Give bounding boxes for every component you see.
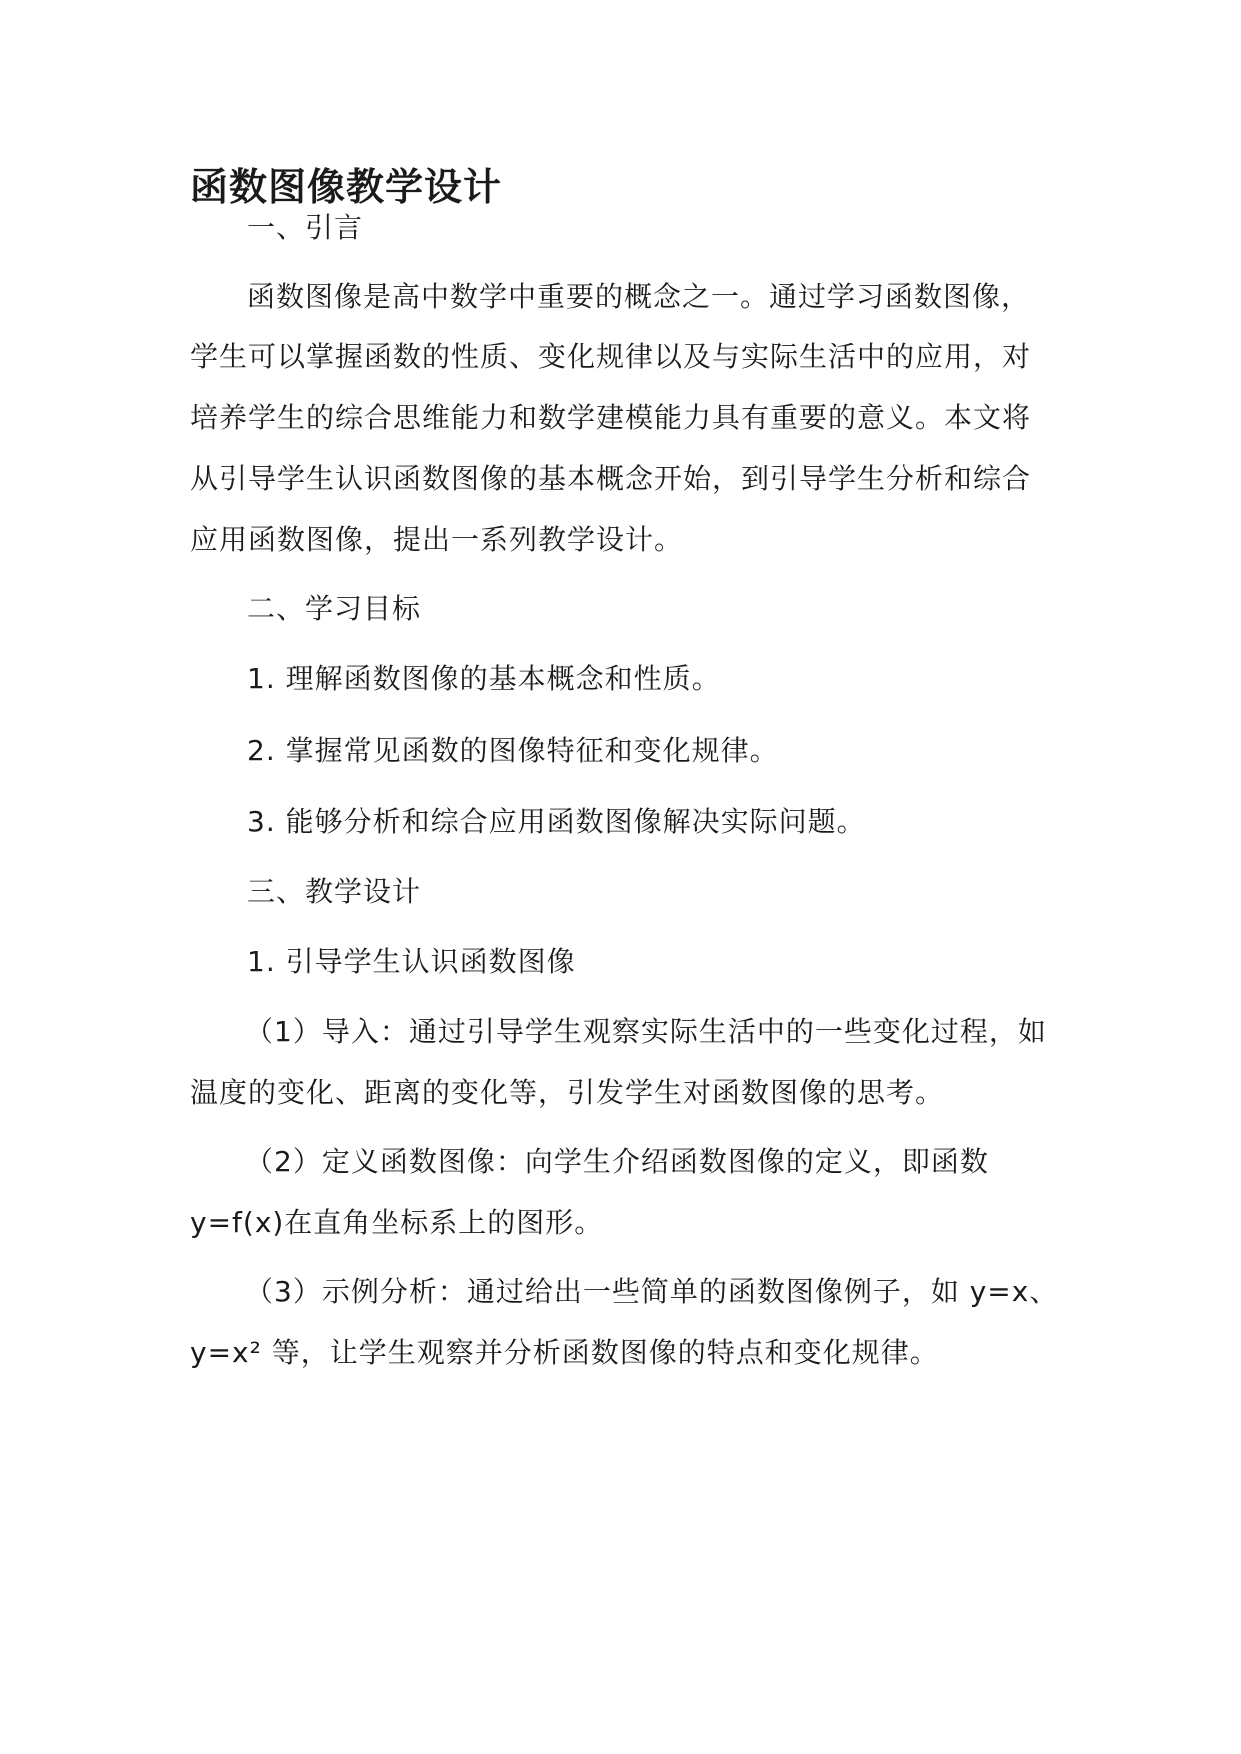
section-heading-introduction: 一、引言 xyxy=(247,211,364,244)
section-heading-objectives: 二、学习目标 xyxy=(247,592,422,625)
paragraph-line: 从引导学生认识函数图像的基本概念开始，到引导学生分析和综合 xyxy=(190,462,1032,495)
paragraph-line: y=x² 等，让学生观察并分析函数图像的特点和变化规律。 xyxy=(190,1336,939,1369)
paragraph-line: y=f(x)在直角坐标系上的图形。 xyxy=(190,1206,604,1239)
paragraph-line: （3）示例分析：通过给出一些简单的函数图像例子，如 y=x、 xyxy=(245,1275,1059,1308)
paragraph-line: 学生可以掌握函数的性质、变化规律以及与实际生活中的应用，对 xyxy=(190,340,1032,373)
paragraph-line: 应用函数图像，提出一系列教学设计。 xyxy=(190,523,684,556)
paragraph-line: 培养学生的综合思维能力和数学建模能力具有重要的意义。本文将 xyxy=(190,401,1032,434)
paragraph-line: （2）定义函数图像：向学生介绍函数图像的定义，即函数 xyxy=(245,1145,989,1178)
objective-item: 3. 能够分析和综合应用函数图像解决实际问题。 xyxy=(247,805,866,838)
objective-item: 1. 理解函数图像的基本概念和性质。 xyxy=(247,662,721,695)
section-heading-design: 三、教学设计 xyxy=(247,875,422,908)
document-title: 函数图像教学设计 xyxy=(190,165,503,209)
objective-item: 2. 掌握常见函数的图像特征和变化规律。 xyxy=(247,734,779,767)
paragraph-line: 函数图像是高中数学中重要的概念之一。通过学习函数图像， xyxy=(247,280,1031,313)
paragraph-line: （1）导入：通过引导学生观察实际生活中的一些变化过程，如 xyxy=(245,1015,1047,1048)
paragraph-line: 温度的变化、距离的变化等，引发学生对函数图像的思考。 xyxy=(190,1076,945,1109)
subsection-heading: 1. 引导学生认识函数图像 xyxy=(247,945,576,978)
